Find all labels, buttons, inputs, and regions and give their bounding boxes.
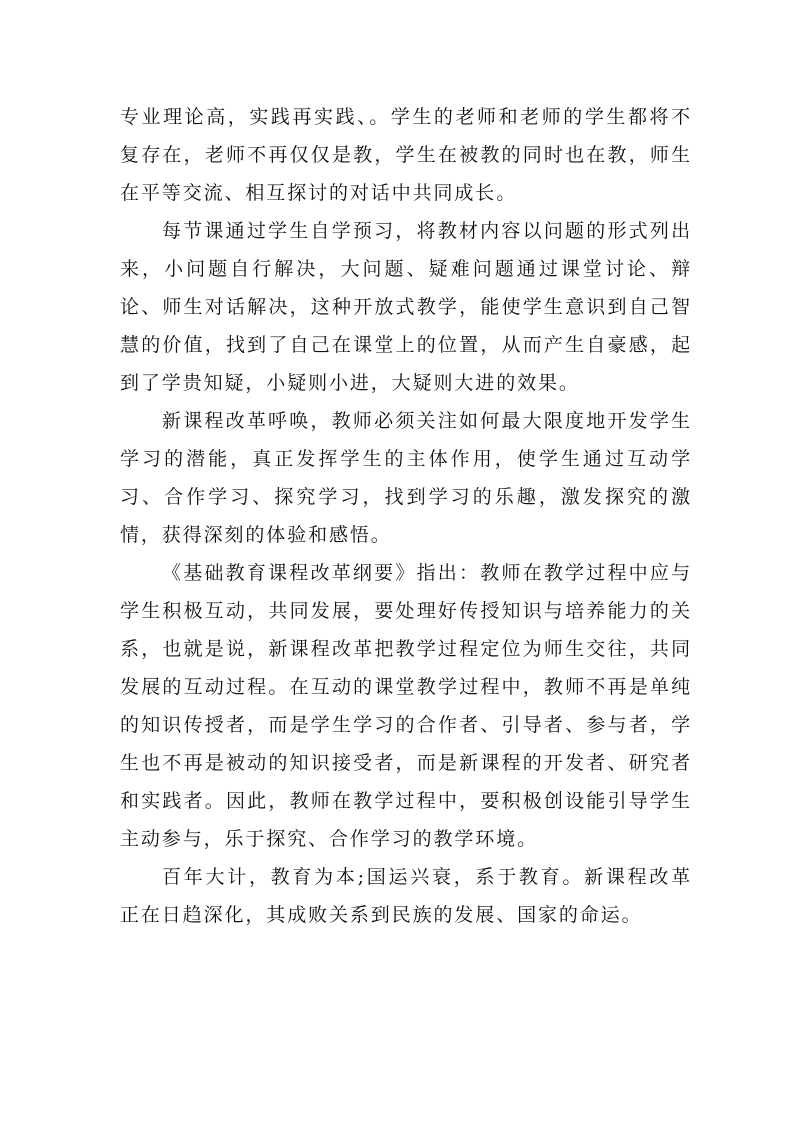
paragraph: 新课程改革呼唤，教师必须关注如何最大限度地开发学生学习的潜能，真正发挥学生的主体作用，使学生通过互动学习、合作学习、探究学习，找到学习的乐趣，激发探究的激情，获得深刻的体验和感悟。 bbox=[120, 410, 692, 546]
paragraph: 《基础教育课程改革纲要》指出：教师在教学过程中应与学生积极互动，共同发展，要处理好传授知识与培养能力的关系，也就是说，新课程改革把教学过程定位为师生交往，共同发展的互动过程。在互动的课堂教学过程中，教师不再是单纯的知识传授者，而是学生学习的合作者、引导者、参与者，学生也不再是被动的知识接受者，而是新课程的开发者、研究者和实践者。因此，教师在教学过程中，要积极创设能引导学生主动参与，乐于探究、合作学习的教学环境。 bbox=[120, 562, 692, 850]
paragraph: 每节课通过学生自学预习，将教材内容以问题的形式列出来，小问题自行解决，大问题、疑难问题通过课堂讨论、辩论、师生对话解决，这种开放式教学，能使学生意识到自己智慧的价值，找到了自己在课堂上的位置，从而产生自豪感，起到了学贵知疑，小疑则小进，大疑则大进的效果。 bbox=[120, 220, 692, 394]
paragraph-continued: 专业理论高，实践再实践、。学生的老师和老师的学生都将不复存在，老师不再仅仅是教，学生在被教的同时也在教，师生在平等交流、相互探讨的对话中共同成长。 bbox=[120, 106, 692, 204]
document-body bbox=[120, 98, 692, 934]
paragraph: 百年大计，教育为本;国运兴衰，系于教育。新课程改革正在日趋深化，其成败关系到民族的发展、国家的命运。 bbox=[120, 866, 692, 926]
